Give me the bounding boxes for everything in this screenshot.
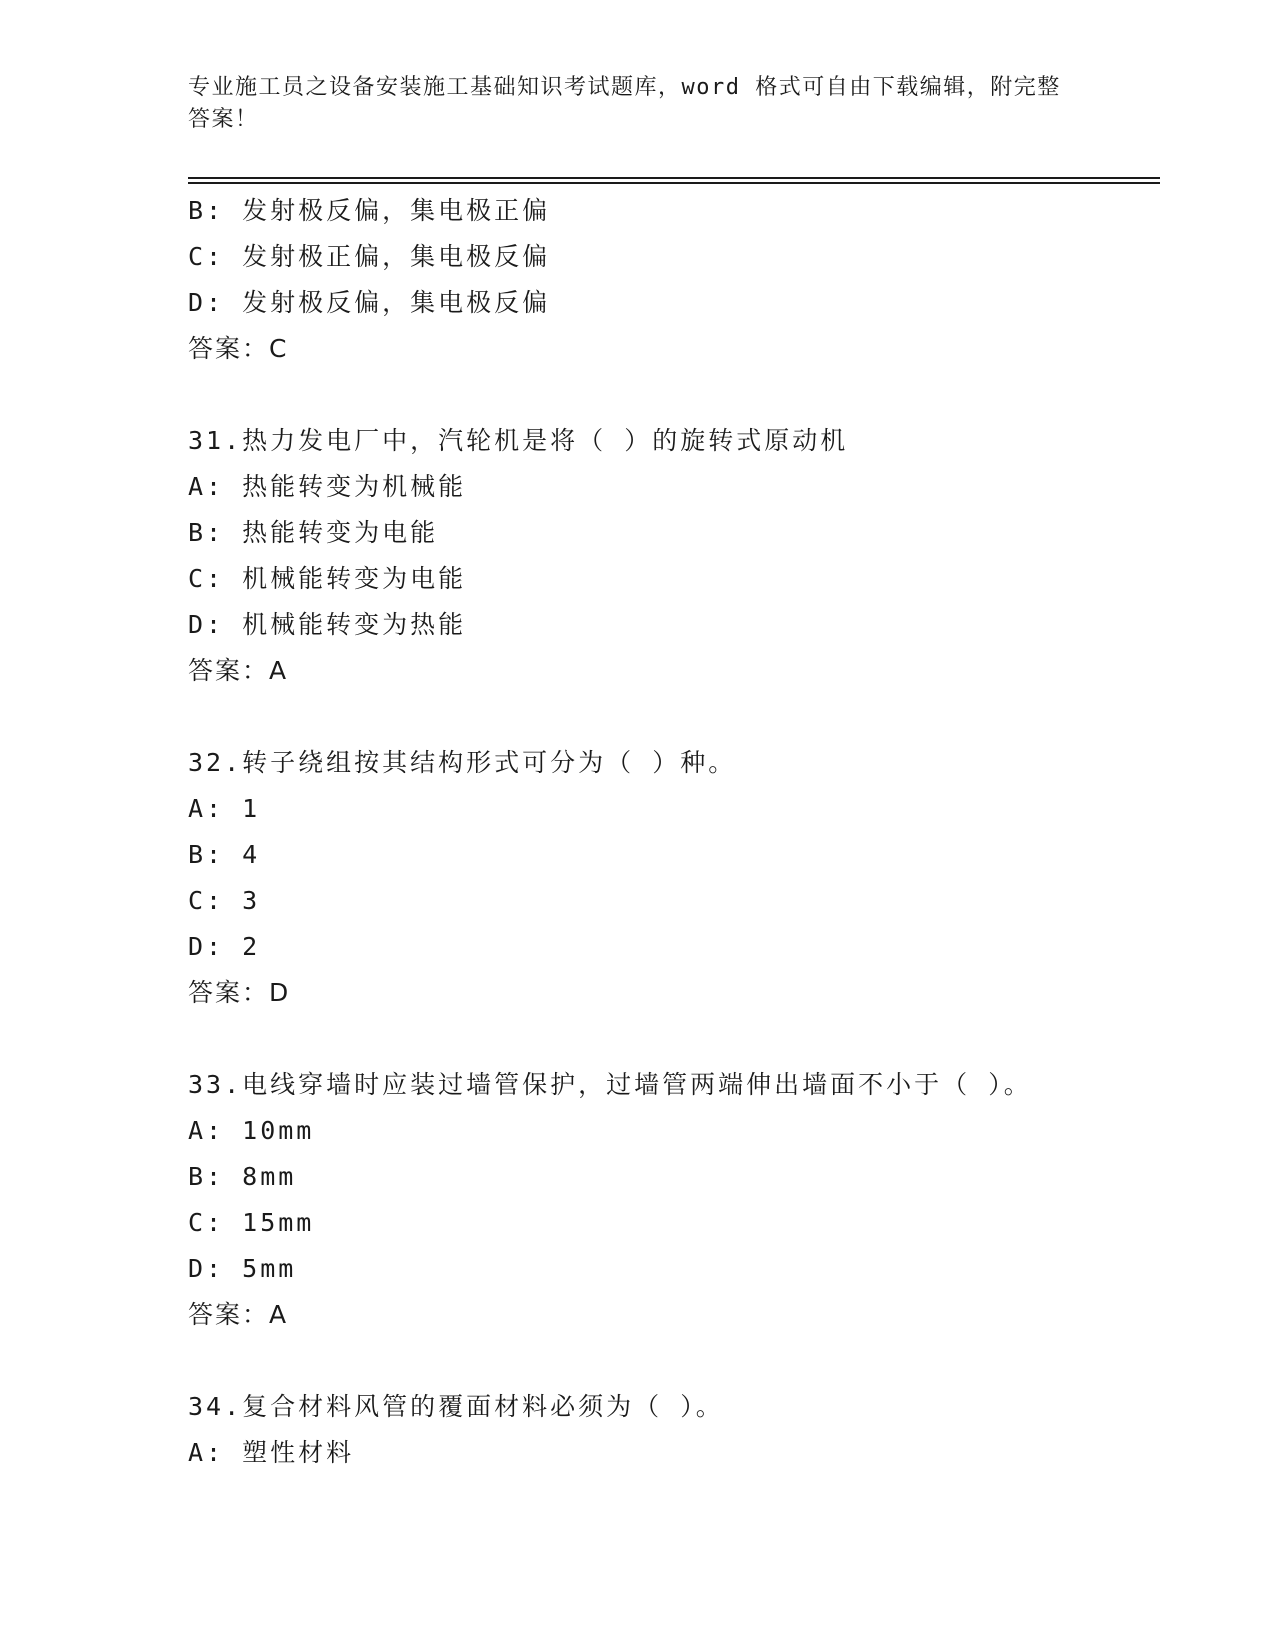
spacer: [188, 1016, 1148, 1062]
spacer: [188, 694, 1148, 740]
answer-line: 答案：D: [188, 978, 291, 1007]
option-b: B: 8mm: [188, 1162, 297, 1191]
question-31: [188, 418, 1148, 694]
option-c: C: 15mm: [188, 1208, 315, 1237]
question-list: [188, 188, 1148, 1476]
header-rule-bottom: [188, 182, 1160, 184]
question-34: [188, 1384, 1148, 1476]
question-stem: 33.电线穿墙时应装过墙管保护，过墙管两端伸出墙面不小于（ ）。: [188, 1070, 1032, 1099]
option-c: C: 3: [188, 886, 261, 915]
option-b: B: 4: [188, 840, 261, 869]
option-d: D: 2: [188, 932, 261, 961]
option-d: D: 发射极反偏，集电极反偏: [188, 288, 551, 317]
spacer: [188, 372, 1148, 418]
question-33: [188, 1062, 1148, 1338]
option-c: C: 发射极正偏，集电极反偏: [188, 242, 551, 271]
option-c: C: 机械能转变为电能: [188, 564, 467, 593]
question-32: [188, 740, 1148, 1016]
answer-line: 答案：A: [188, 1300, 289, 1329]
header-rule-top: [188, 177, 1160, 179]
answer-line: 答案：C: [188, 334, 289, 363]
option-d: D: 机械能转变为热能: [188, 610, 467, 639]
option-a: A: 10mm: [188, 1116, 315, 1145]
question-stem: 31.热力发电厂中，汽轮机是将（ ）的旋转式原动机: [188, 426, 849, 455]
document-header: 专业施工员之设备安装施工基础知识考试题库，word 格式可自由下载编辑，附完整答案！: [188, 75, 1061, 132]
option-b: B: 发射极反偏，集电极正偏: [188, 196, 551, 225]
option-b: B: 热能转变为电能: [188, 518, 439, 547]
question-stem: 34.复合材料风管的覆面材料必须为（ ）。: [188, 1392, 724, 1421]
answer-line: 答案：A: [188, 656, 289, 685]
option-d: D: 5mm: [188, 1254, 297, 1283]
option-a: A: 塑性材料: [188, 1438, 355, 1467]
question-30-continued: [188, 188, 1148, 372]
spacer: [188, 1338, 1148, 1384]
option-a: A: 热能转变为机械能: [188, 472, 467, 501]
option-a: A: 1: [188, 794, 261, 823]
question-stem: 32.转子绕组按其结构形式可分为（ ）种。: [188, 748, 737, 777]
